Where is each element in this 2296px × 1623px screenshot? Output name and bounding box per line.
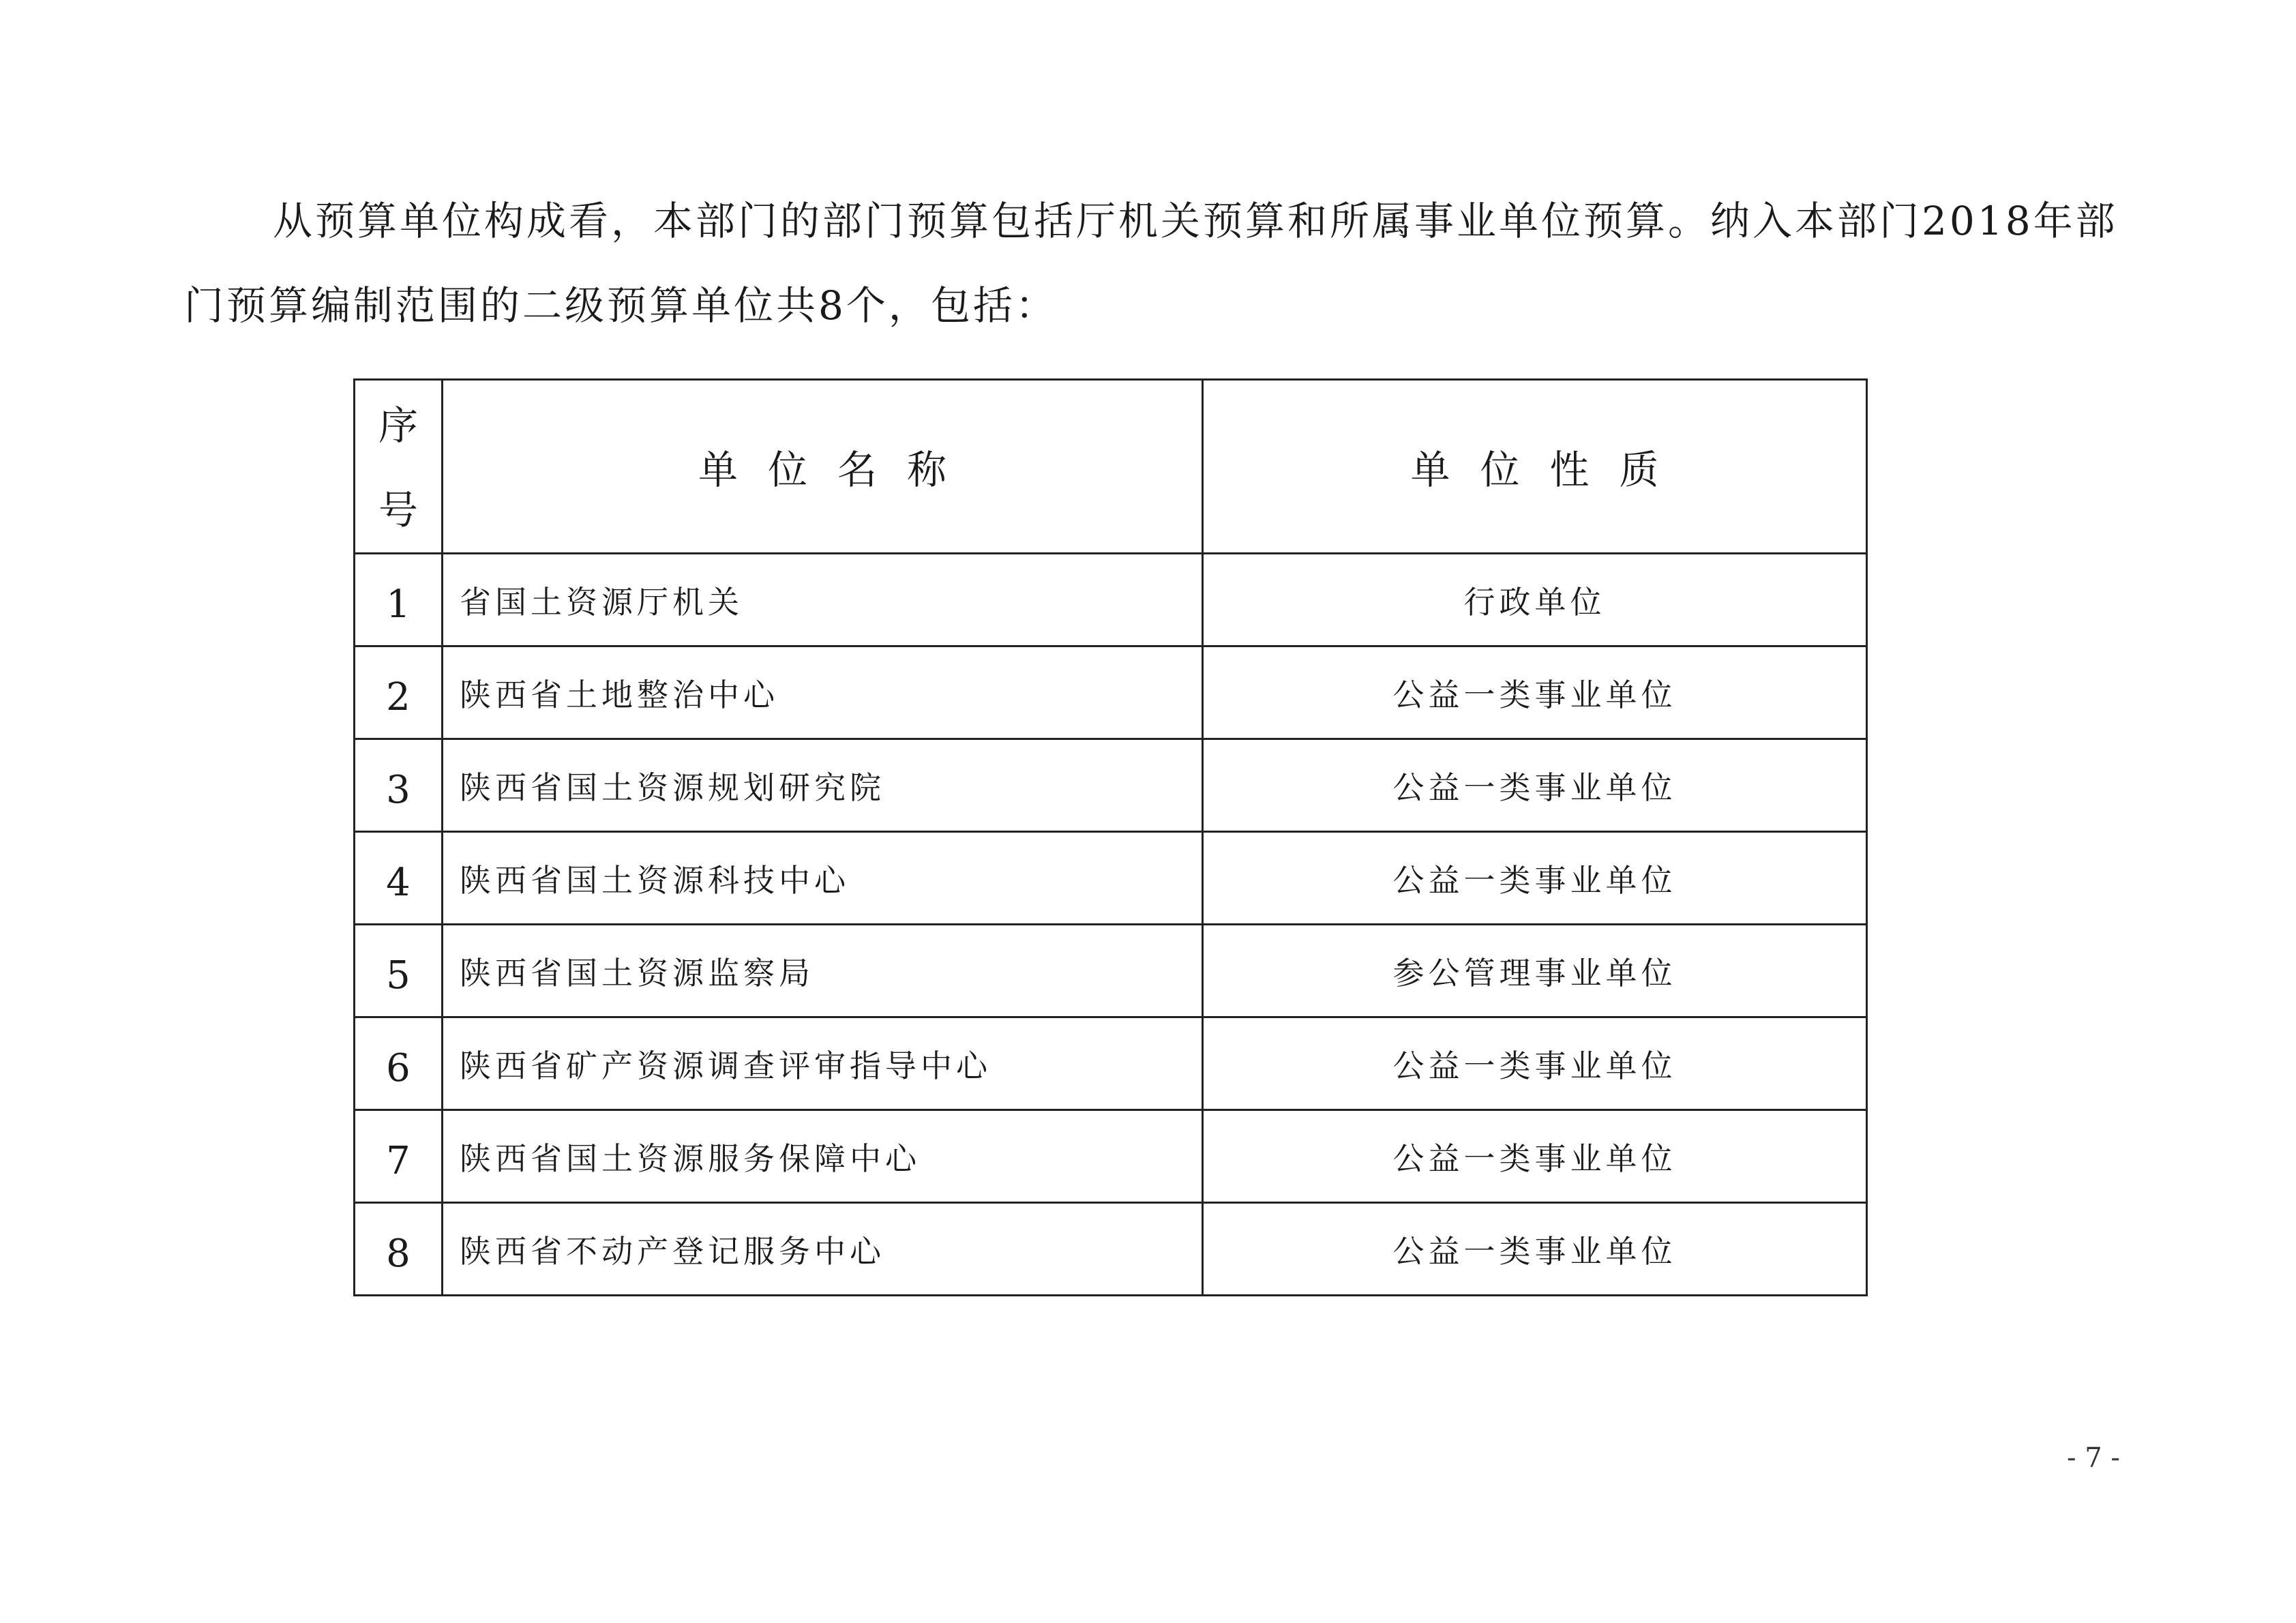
row-unit-name: 陕西省矿产资源调查评审指导中心 (443, 1017, 1203, 1110)
header-unit-name-label: 单位名称 (698, 447, 976, 493)
row-unit-type: 公益一类事业单位 (1203, 739, 1867, 832)
page-number: - 7 - (2067, 1442, 2120, 1474)
row-unit-type: 参公管理事业单位 (1203, 925, 1867, 1017)
table-row (355, 739, 1867, 832)
intro-paragraph: 从预算单位构成看，本部门的部门预算包括厅机关预算和所属事业单位预算。纳入本部门2018年部门预算编制范围的二级预算单位共8个，包括： (184, 198, 2118, 329)
row-seq: 4 (355, 832, 443, 925)
row-unit-type: 公益一类事业单位 (1203, 646, 1867, 739)
table-row (355, 1017, 1867, 1110)
row-unit-type: 公益一类事业单位 (1203, 1203, 1867, 1296)
row-seq: 6 (355, 1017, 443, 1110)
header-unit-type (1203, 380, 1867, 554)
row-unit-type: 公益一类事业单位 (1203, 832, 1867, 925)
row-seq: 5 (355, 925, 443, 1017)
row-seq: 7 (355, 1110, 443, 1203)
row-seq: 3 (355, 739, 443, 832)
row-unit-name: 陕西省国土资源服务保障中心 (443, 1110, 1203, 1203)
row-unit-name: 陕西省土地整治中心 (443, 646, 1203, 739)
header-unit-name (443, 380, 1203, 554)
row-unit-type: 行政单位 (1203, 554, 1867, 646)
row-unit-name: 省国土资源厅机关 (443, 554, 1203, 646)
table-row (355, 554, 1867, 646)
row-unit-type: 公益一类事业单位 (1203, 1017, 1867, 1110)
row-unit-name: 陕西省不动产登记服务中心 (443, 1203, 1203, 1296)
row-seq: 8 (355, 1203, 443, 1296)
header-seq (355, 380, 443, 554)
row-seq: 1 (355, 554, 443, 646)
table-row (355, 646, 1867, 739)
row-seq: 2 (355, 646, 443, 739)
table-row (355, 832, 1867, 925)
header-seq-line1: 序 (378, 402, 418, 449)
budget-units-table (353, 378, 1868, 1296)
row-unit-name: 陕西省国土资源监察局 (443, 925, 1203, 1017)
header-unit-type-label: 单位性质 (1410, 447, 1689, 493)
row-unit-name: 陕西省国土资源科技中心 (443, 832, 1203, 925)
row-unit-name: 陕西省国土资源规划研究院 (443, 739, 1203, 832)
table-row (355, 1110, 1867, 1203)
table-row (355, 1203, 1867, 1296)
header-seq-line2: 号 (378, 487, 418, 533)
table-row (355, 925, 1867, 1017)
row-unit-type: 公益一类事业单位 (1203, 1110, 1867, 1203)
table-header-row (355, 380, 1867, 554)
